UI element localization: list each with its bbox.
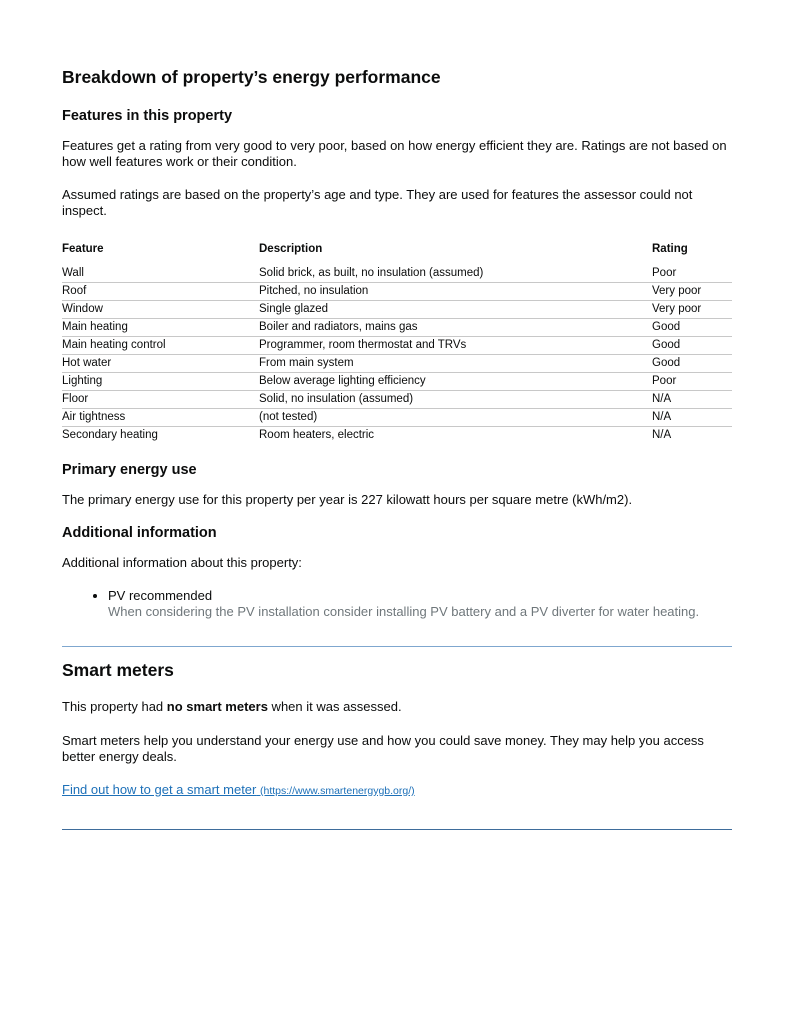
cell-rating: Good [652, 321, 681, 333]
cell-description: Solid brick, as built, no insulation (assumed) [259, 267, 484, 279]
cell-description: Below average lighting efficiency [259, 375, 426, 387]
section-divider [62, 829, 732, 830]
status-suffix: when it was assessed. [267, 699, 402, 714]
cell-feature: Secondary heating [62, 429, 158, 441]
cell-description: From main system [259, 357, 354, 369]
cell-feature: Air tightness [62, 411, 126, 423]
cell-feature: Main heating control [62, 339, 166, 351]
table-row [62, 373, 732, 391]
cell-feature: Hot water [62, 357, 112, 369]
table-row [62, 319, 732, 337]
cell-description: Boiler and radiators, mains gas [259, 321, 418, 333]
cell-feature: Floor [62, 393, 89, 405]
primary-energy-heading: Primary energy use [62, 462, 197, 478]
cell-feature: Lighting [62, 375, 103, 387]
table-row [62, 355, 732, 373]
cell-rating: Poor [652, 267, 677, 279]
cell-description: (not tested) [259, 411, 318, 423]
cell-description: Pitched, no insulation [259, 285, 369, 297]
cell-rating: N/A [652, 393, 672, 405]
additional-item-title: PV recommended [108, 588, 213, 603]
additional-item-description: When considering the PV installation consider installing PV battery and a PV diverter for water heating. [108, 603, 700, 619]
cell-feature: Main heating [62, 321, 128, 333]
features-table [62, 241, 732, 444]
cell-description: Solid, no insulation (assumed) [259, 393, 414, 405]
table-row [62, 265, 732, 283]
header-description: Description [259, 243, 323, 255]
breakdown-title: Breakdown of property’s energy performance [62, 67, 441, 87]
cell-feature: Wall [62, 267, 84, 279]
section-divider [62, 646, 732, 647]
status-bold: no smart meters [166, 699, 268, 714]
table-row [62, 427, 732, 445]
header-feature: Feature [62, 243, 104, 255]
smart-meters-info: Smart meters help you understand your energy use and how you could save money. They may help you access better energy deals. [62, 733, 704, 764]
cell-rating: Good [652, 339, 681, 351]
features-intro-2: Assumed ratings are based on the property’s age and type. They are used for features the assessor could not inspect. [62, 187, 693, 218]
smart-meter-link[interactable] [62, 782, 415, 797]
cell-rating: N/A [652, 411, 672, 423]
table-header-row [62, 241, 732, 265]
cell-rating: Very poor [652, 285, 702, 297]
cell-feature: Roof [62, 285, 87, 297]
cell-feature: Window [62, 303, 103, 315]
table-row [62, 337, 732, 355]
link-url[interactable]: (https://www.smartenergygb.org/) [260, 785, 415, 797]
table-row [62, 283, 732, 301]
cell-rating: Very poor [652, 303, 702, 315]
cell-description: Room heaters, electric [259, 429, 375, 441]
features-intro-1: Features get a rating from very good to very poor, based on how energy efficient they are. Ratings are not based on how well features work or their condition. [62, 138, 727, 169]
cell-rating: Poor [652, 375, 677, 387]
cell-rating: Good [652, 357, 681, 369]
features-heading: Features in this property [62, 108, 233, 124]
cell-rating: N/A [652, 429, 672, 441]
table-row [62, 301, 732, 319]
cell-description: Single glazed [259, 303, 329, 315]
header-rating: Rating [652, 243, 688, 255]
smart-meters-heading: Smart meters [62, 660, 174, 680]
list-item [108, 588, 699, 619]
status-prefix: This property had [62, 699, 167, 714]
additional-info-intro: Additional information about this property: [62, 555, 302, 570]
smart-meters-status [62, 699, 732, 715]
additional-info-list [62, 588, 699, 619]
table-row [62, 409, 732, 427]
cell-description: Programmer, room thermostat and TRVs [259, 339, 467, 351]
primary-energy-text: The primary energy use for this property per year is 227 kilowatt hours per square metre (kWh/m2). [62, 492, 633, 507]
link-text[interactable]: Find out how to get a smart meter [62, 782, 257, 797]
additional-info-heading: Additional information [62, 525, 217, 541]
table-row [62, 391, 732, 409]
